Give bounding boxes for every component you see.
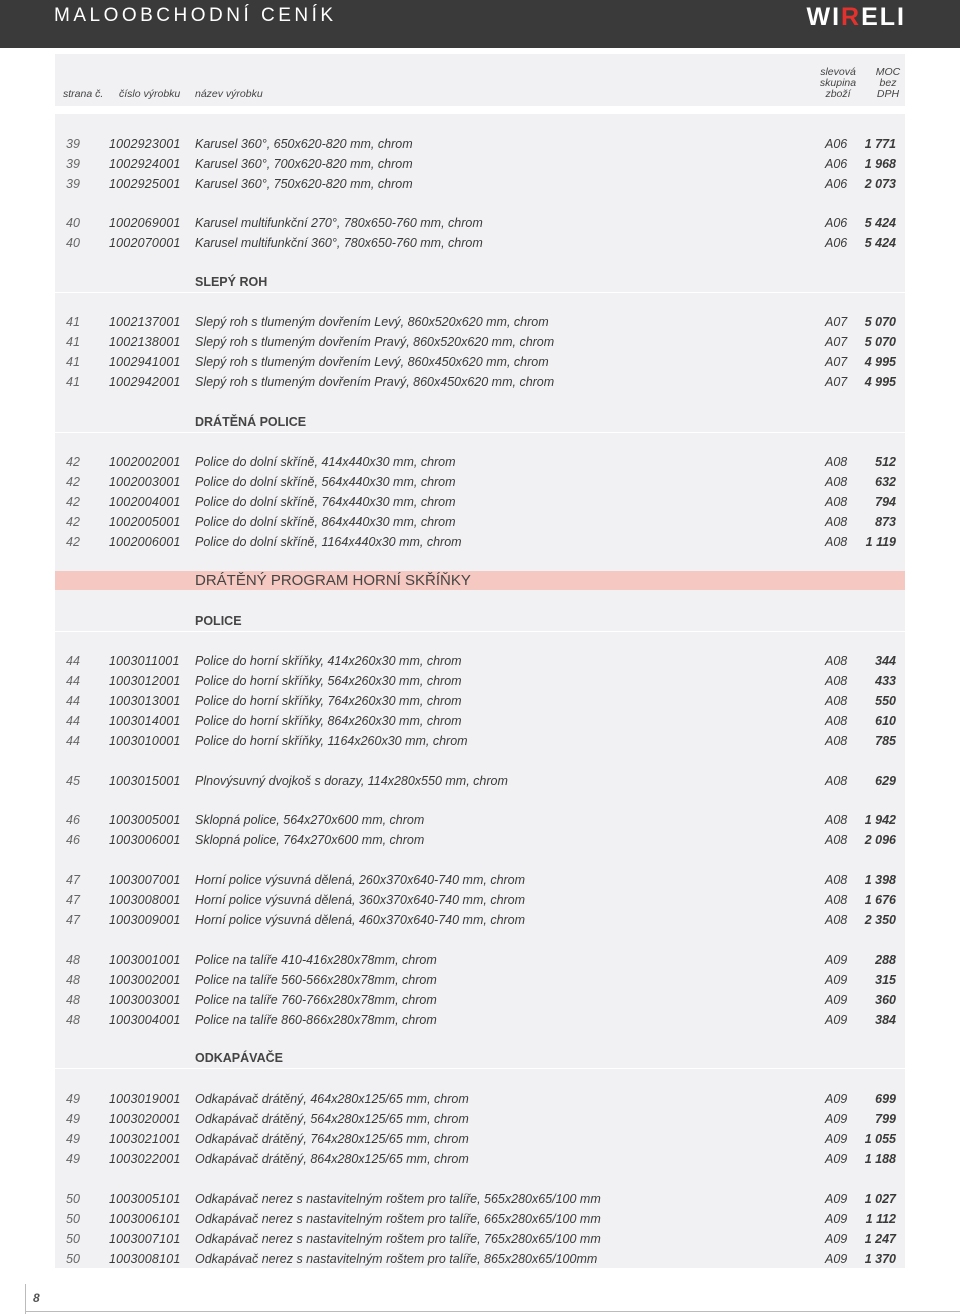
row-code: 1003008101 — [109, 1252, 181, 1266]
row-code: 1003022001 — [109, 1152, 181, 1166]
footer-vertical-line — [25, 1284, 26, 1314]
section-police — [55, 611, 905, 631]
row-page: 49 — [66, 1132, 80, 1146]
row-group: A08 — [825, 813, 848, 827]
row-name: Slepý roh s tlumeným dovřením Levý, 860x450x620 mm, chrom — [195, 355, 549, 369]
row-price: 785 — [875, 734, 896, 748]
row-group: A08 — [825, 515, 848, 529]
row-code: 1002942001 — [109, 375, 181, 389]
row-code: 1003014001 — [109, 714, 181, 728]
row-group: A06 — [825, 137, 848, 151]
row-code: 1003003001 — [109, 993, 181, 1007]
row-code: 1003001001 — [109, 953, 181, 967]
header-bar — [0, 0, 960, 48]
table-row — [55, 1189, 905, 1209]
col-cislo: číslo výrobku — [119, 88, 181, 100]
logo-text-3: ELI — [861, 3, 906, 31]
row-page: 46 — [66, 813, 80, 827]
row-price: 1 370 — [864, 1252, 896, 1266]
table-row — [55, 154, 905, 174]
row-group: A06 — [825, 216, 848, 230]
row-group: A09 — [825, 1212, 848, 1226]
row-code: 1002003001 — [109, 475, 181, 489]
row-group: A08 — [825, 893, 848, 907]
row-page: 42 — [66, 475, 80, 489]
page-number: 8 — [33, 1291, 40, 1305]
row-group: A09 — [825, 1013, 848, 1027]
row-page: 41 — [66, 335, 80, 349]
row-page: 47 — [66, 893, 80, 907]
row-name: Odkapávač drátěný, 864x280x125/65 mm, chrom — [195, 1152, 469, 1166]
row-price: 1 119 — [865, 535, 896, 549]
row-page: 40 — [66, 216, 80, 230]
row-price: 4 995 — [864, 375, 896, 389]
row-price: 5 424 — [864, 216, 896, 230]
table-row — [55, 731, 905, 751]
row-code: 1002004001 — [109, 495, 181, 509]
row-group: A09 — [825, 1252, 848, 1266]
row-name: Slepý roh s tlumeným dovřením Pravý, 860x450x620 mm, chrom — [195, 375, 555, 389]
row-name: Slepý roh s tlumeným dovřením Pravý, 860x520x620 mm, chrom — [195, 335, 555, 349]
row-group: A08 — [825, 455, 848, 469]
row-group: A09 — [825, 1192, 848, 1206]
section-label: DRÁTĚNÁ POLICE — [195, 415, 307, 429]
row-name: Plnovýsuvný dvojkoš s dorazy, 114x280x550 mm, chrom — [195, 774, 508, 788]
row-name: Police do dolní skříně, 864x440x30 mm, chrom — [195, 515, 456, 529]
row-code: 1002069001 — [109, 216, 181, 230]
row-code: 1003004001 — [109, 1013, 181, 1027]
row-code: 1002002001 — [109, 455, 181, 469]
table-row — [55, 830, 905, 850]
row-group: A09 — [825, 1112, 848, 1126]
row-page: 49 — [66, 1092, 80, 1106]
row-group: A06 — [825, 177, 848, 191]
table-row — [55, 890, 905, 910]
row-page: 48 — [66, 1013, 80, 1027]
row-group: A09 — [825, 973, 848, 987]
row-group: A08 — [825, 694, 848, 708]
section-label: ODKAPÁVAČE — [195, 1051, 283, 1065]
row-page: 50 — [66, 1252, 80, 1266]
table-row — [55, 651, 905, 671]
row-group: A08 — [825, 774, 848, 788]
row-name: Sklopná police, 764x270x600 mm, chrom — [195, 833, 425, 847]
row-name: Police na talíře 760-766x280x78mm, chrom — [195, 993, 437, 1007]
row-price: 794 — [875, 495, 896, 509]
table-row — [55, 532, 905, 552]
section-horni-skrinky — [55, 571, 905, 590]
table-row — [55, 950, 905, 970]
table-row — [55, 472, 905, 492]
table-row — [55, 134, 905, 154]
row-page: 41 — [66, 355, 80, 369]
table-row — [55, 1129, 905, 1149]
row-price: 1 247 — [864, 1232, 896, 1246]
table-row — [55, 691, 905, 711]
row-name: Horní police výsuvná dělená, 460x370x640-740 mm, chrom — [195, 913, 526, 927]
row-code: 1003008001 — [109, 893, 181, 907]
row-price: 1 027 — [864, 1192, 896, 1206]
table-row — [55, 352, 905, 372]
table-row — [55, 1109, 905, 1129]
col-strana: strana č. — [63, 88, 104, 100]
row-code: 1002941001 — [109, 355, 181, 369]
table-row — [55, 910, 905, 930]
row-price: 2 073 — [864, 177, 896, 191]
page-title: MALOOBCHODNÍ CENÍK — [54, 5, 337, 26]
row-group: A08 — [825, 913, 848, 927]
row-price: 1 188 — [864, 1152, 896, 1166]
row-name: Sklopná police, 564x270x600 mm, chrom — [195, 813, 425, 827]
row-name: Horní police výsuvná dělená, 360x370x640-740 mm, chrom — [195, 893, 526, 907]
table-row — [55, 372, 905, 392]
page-footer — [0, 1284, 960, 1314]
row-name: Karusel multifunkční 270°, 780x650-760 mm, chrom — [195, 216, 483, 230]
row-page: 50 — [66, 1232, 80, 1246]
row-code: 1002138001 — [109, 335, 181, 349]
table-row — [55, 312, 905, 332]
table-row — [55, 1249, 905, 1269]
table-row — [55, 671, 905, 691]
row-page: 40 — [66, 236, 80, 250]
table-row — [55, 213, 905, 233]
row-price: 4 995 — [864, 355, 896, 369]
table-row — [55, 1010, 905, 1030]
row-page: 50 — [66, 1212, 80, 1226]
row-group: A07 — [825, 335, 848, 349]
row-price: 1 968 — [864, 157, 896, 171]
row-price: 344 — [875, 654, 896, 668]
row-group: A09 — [825, 1092, 848, 1106]
table-row — [55, 711, 905, 731]
row-code: 1003007101 — [109, 1232, 181, 1246]
row-name: Police do dolní skříně, 564x440x30 mm, chrom — [195, 475, 456, 489]
table-row — [55, 174, 905, 194]
table-row — [55, 970, 905, 990]
row-group: A09 — [825, 953, 848, 967]
row-page: 48 — [66, 953, 80, 967]
section-odkapavace — [55, 1048, 905, 1068]
section-label: DRÁTĚNÝ PROGRAM HORNÍ SKŘÍŇKY — [195, 572, 471, 589]
row-page: 42 — [66, 515, 80, 529]
row-price: 384 — [875, 1013, 896, 1027]
row-name: Police do horní skříňky, 1164x260x30 mm, chrom — [195, 734, 468, 748]
table-row — [55, 1229, 905, 1249]
row-page: 42 — [66, 455, 80, 469]
section-divider — [55, 432, 905, 433]
table-row — [55, 1209, 905, 1229]
table-row — [55, 233, 905, 253]
row-code: 1003011001 — [109, 654, 180, 668]
row-page: 41 — [66, 375, 80, 389]
logo-text-2: R — [841, 3, 862, 31]
row-group: A08 — [825, 833, 848, 847]
row-price: 315 — [875, 973, 896, 987]
table-row — [55, 512, 905, 532]
row-name: Slepý roh s tlumeným dovřením Levý, 860x520x620 mm, chrom — [195, 315, 549, 329]
row-price: 1 055 — [864, 1132, 896, 1146]
table-row — [55, 810, 905, 830]
row-code: 1003006001 — [109, 833, 181, 847]
section-label: POLICE — [195, 614, 242, 628]
row-price: 2 350 — [864, 913, 896, 927]
row-price: 288 — [875, 953, 896, 967]
row-group: A09 — [825, 1132, 848, 1146]
row-group: A09 — [825, 1232, 848, 1246]
row-page: 45 — [66, 774, 80, 788]
row-name: Odkapávač nerez s nastavitelným roštem pro talíře, 865x280x65/100mm — [195, 1252, 598, 1266]
row-code: 1002923001 — [109, 137, 181, 151]
table-row — [55, 1149, 905, 1169]
row-price: 5 424 — [864, 236, 896, 250]
row-price: 5 070 — [864, 335, 896, 349]
row-code: 1003005101 — [109, 1192, 181, 1206]
row-page: 46 — [66, 833, 80, 847]
row-code: 1003012001 — [109, 674, 181, 688]
row-group: A08 — [825, 873, 848, 887]
table-row — [55, 990, 905, 1010]
row-price: 550 — [875, 694, 896, 708]
row-price: 433 — [875, 674, 896, 688]
row-name: Police do horní skříňky, 414x260x30 mm, chrom — [195, 654, 462, 668]
row-group: A06 — [825, 236, 848, 250]
section-divider — [55, 1068, 905, 1069]
row-price: 873 — [875, 515, 896, 529]
row-name: Police do dolní skříně, 1164x440x30 mm, chrom — [195, 535, 462, 549]
row-page: 50 — [66, 1192, 80, 1206]
row-price: 1 398 — [864, 873, 896, 887]
table-row — [55, 870, 905, 890]
row-page: 41 — [66, 315, 80, 329]
row-group: A08 — [825, 535, 848, 549]
row-group: A09 — [825, 1152, 848, 1166]
table-row — [55, 492, 905, 512]
brand-logo — [806, 3, 906, 32]
row-group: A09 — [825, 993, 848, 1007]
row-code: 1002005001 — [109, 515, 181, 529]
row-group: A06 — [825, 157, 848, 171]
row-code: 1003021001 — [109, 1132, 181, 1146]
row-price: 5 070 — [864, 315, 896, 329]
row-name: Odkapávač drátěný, 464x280x125/65 mm, chrom — [195, 1092, 469, 1106]
logo-text-1: WI — [806, 3, 842, 31]
row-name: Odkapávač nerez s nastavitelným roštem pro talíře, 665x280x65/100 mm — [195, 1212, 601, 1226]
row-group: A07 — [825, 315, 848, 329]
row-code: 1003020001 — [109, 1112, 181, 1126]
row-name: Odkapávač nerez s nastavitelným roštem pro talíře, 765x280x65/100 mm — [195, 1232, 601, 1246]
row-name: Odkapávač drátěný, 764x280x125/65 mm, chrom — [195, 1132, 469, 1146]
row-group: A07 — [825, 375, 848, 389]
col-skupina: slevová skupina zboží — [819, 66, 857, 100]
row-code: 1002924001 — [109, 157, 181, 171]
row-code: 1002070001 — [109, 236, 181, 250]
section-divider — [55, 631, 905, 632]
section-divider — [55, 292, 905, 293]
row-name: Karusel 360°, 750x620-820 mm, chrom — [195, 177, 413, 191]
row-page: 42 — [66, 495, 80, 509]
table-row — [55, 452, 905, 472]
row-code: 1002006001 — [109, 535, 181, 549]
row-name: Karusel 360°, 650x620-820 mm, chrom — [195, 137, 413, 151]
col-moc: MOC bez DPH — [875, 66, 901, 100]
row-price: 799 — [875, 1112, 896, 1126]
row-page: 44 — [66, 734, 80, 748]
row-page: 48 — [66, 973, 80, 987]
column-header — [55, 54, 905, 106]
row-price: 1 112 — [865, 1212, 896, 1226]
table-row — [55, 1089, 905, 1109]
row-page: 42 — [66, 535, 80, 549]
row-code: 1003019001 — [109, 1092, 181, 1106]
row-page: 49 — [66, 1152, 80, 1166]
row-name: Police do dolní skříně, 414x440x30 mm, chrom — [195, 455, 456, 469]
row-group: A08 — [825, 475, 848, 489]
row-name: Karusel multifunkční 360°, 780x650-760 mm, chrom — [195, 236, 483, 250]
row-code: 1003002001 — [109, 973, 181, 987]
row-name: Police do dolní skříně, 764x440x30 mm, chrom — [195, 495, 456, 509]
row-page: 39 — [66, 157, 80, 171]
row-price: 629 — [875, 774, 896, 788]
row-name: Police na talíře 560-566x280x78mm, chrom — [195, 973, 437, 987]
row-price: 360 — [875, 993, 896, 1007]
row-page: 48 — [66, 993, 80, 1007]
row-name: Odkapávač nerez s nastavitelným roštem pro talíře, 565x280x65/100 mm — [195, 1192, 601, 1206]
table-row — [55, 332, 905, 352]
row-code: 1003006101 — [109, 1212, 181, 1226]
row-code: 1003013001 — [109, 694, 181, 708]
row-price: 1 676 — [864, 893, 896, 907]
table-row — [55, 771, 905, 791]
row-price: 512 — [875, 455, 896, 469]
footer-horizontal-line — [25, 1311, 960, 1312]
row-code: 1002137001 — [109, 315, 181, 329]
row-page: 44 — [66, 714, 80, 728]
row-page: 44 — [66, 674, 80, 688]
row-code: 1003009001 — [109, 913, 181, 927]
row-page: 47 — [66, 913, 80, 927]
col-nazev: název výrobku — [195, 88, 263, 100]
row-price: 2 096 — [864, 833, 896, 847]
section-slepy-roh — [55, 272, 905, 292]
row-page: 44 — [66, 654, 80, 668]
row-name: Police do horní skříňky, 764x260x30 mm, chrom — [195, 694, 462, 708]
row-code: 1003010001 — [109, 734, 181, 748]
row-page: 39 — [66, 177, 80, 191]
row-group: A08 — [825, 495, 848, 509]
row-code: 1002925001 — [109, 177, 181, 191]
row-name: Odkapávač drátěný, 564x280x125/65 mm, chrom — [195, 1112, 469, 1126]
row-name: Karusel 360°, 700x620-820 mm, chrom — [195, 157, 413, 171]
row-name: Police do horní skříňky, 864x260x30 mm, chrom — [195, 714, 462, 728]
row-group: A07 — [825, 355, 848, 369]
row-price: 610 — [875, 714, 896, 728]
row-group: A08 — [825, 674, 848, 688]
section-label: SLEPÝ ROH — [195, 275, 268, 289]
row-page: 39 — [66, 137, 80, 151]
row-group: A08 — [825, 714, 848, 728]
row-name: Police na talíře 860-866x280x78mm, chrom — [195, 1013, 437, 1027]
row-code: 1003005001 — [109, 813, 181, 827]
row-code: 1003015001 — [109, 774, 181, 788]
price-table — [55, 114, 905, 1268]
row-code: 1003007001 — [109, 873, 181, 887]
row-price: 699 — [875, 1092, 896, 1106]
row-name: Police do horní skříňky, 564x260x30 mm, chrom — [195, 674, 462, 688]
row-group: A08 — [825, 734, 848, 748]
row-price: 1 771 — [864, 137, 896, 151]
row-name: Police na talíře 410-416x280x78mm, chrom — [195, 953, 437, 967]
row-name: Horní police výsuvná dělená, 260x370x640-740 mm, chrom — [195, 873, 526, 887]
section-dratena-police — [55, 412, 905, 432]
row-group: A08 — [825, 654, 848, 668]
row-page: 47 — [66, 873, 80, 887]
row-page: 49 — [66, 1112, 80, 1126]
row-page: 44 — [66, 694, 80, 708]
row-price: 1 942 — [864, 813, 896, 827]
row-price: 632 — [875, 475, 896, 489]
